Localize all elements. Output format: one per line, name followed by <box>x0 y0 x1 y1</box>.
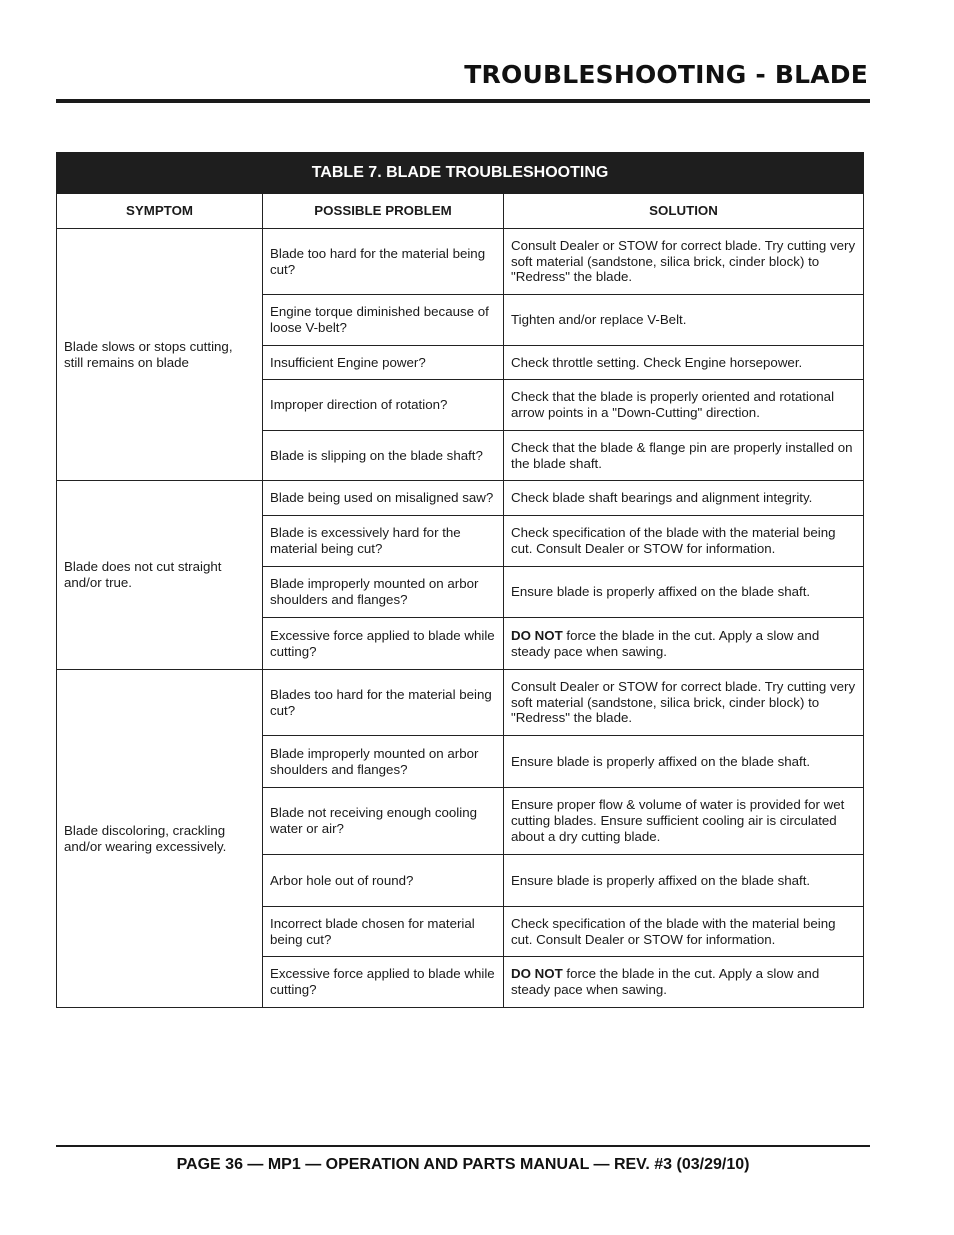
possible-problem-cell: Blade too hard for the material being cut? <box>263 229 504 295</box>
header-possible-problem: POSSIBLE PROBLEM <box>263 194 504 229</box>
solution-cell <box>504 516 864 567</box>
solution-cell <box>504 481 864 516</box>
solution-cell <box>504 907 864 957</box>
page-title: TROUBLESHOOTING - BLADE <box>464 60 868 89</box>
troubleshooting-table <box>56 152 864 1008</box>
possible-problem-cell: Insufficient Engine power? <box>263 346 504 380</box>
header-solution: SOLUTION <box>504 194 864 229</box>
possible-problem-cell: Blade is slipping on the blade shaft? <box>263 431 504 481</box>
solution-cell <box>504 346 864 380</box>
title-rule <box>56 99 870 103</box>
possible-problem-cell: Blade being used on misaligned saw? <box>263 481 504 516</box>
solution-text: Check that the blade & flange pin are properly installed on the blade shaft. <box>511 439 853 471</box>
solution-cell <box>504 229 864 295</box>
solution-text: Tighten and/or replace V-Belt. <box>511 312 687 328</box>
solution-cell <box>504 855 864 907</box>
solution-text: Ensure proper flow & volume of water is provided for wet cutting blades. Ensure sufficient cooling air is circulated about a dry cutting blade. <box>511 797 845 844</box>
solution-emphasis: DO NOT <box>511 627 563 643</box>
possible-problem-cell: Arbor hole out of round? <box>263 855 504 907</box>
solution-text: Consult Dealer or STOW for correct blade. Try cutting very soft material (sandstone, silica brick, cinder block) to "Redress" the blade. <box>511 678 856 726</box>
page-footer: PAGE 36 — MP1 — OPERATION AND PARTS MANUAL — REV. #3 (03/29/10) <box>176 1156 750 1173</box>
solution-text: Check blade shaft bearings and alignment integrity. <box>511 490 813 506</box>
solution-text: Check specification of the blade with the material being cut. Consult Dealer or STOW for information. <box>511 915 836 947</box>
header-symptom: SYMPTOM <box>57 194 263 229</box>
possible-problem-cell: Incorrect blade chosen for material being cut? <box>263 907 504 957</box>
solution-text: Ensure blade is properly affixed on the blade shaft. <box>511 753 811 769</box>
possible-problem-cell: Blade improperly mounted on arbor shoulders and flanges? <box>263 736 504 788</box>
solution-text: Check that the blade is properly oriented and rotational arrow points in a "Down-Cutting" direction. <box>511 389 835 420</box>
table-caption: TABLE 7. BLADE TROUBLESHOOTING <box>57 153 864 194</box>
possible-problem-cell: Excessive force applied to blade while cutting? <box>263 618 504 670</box>
symptom-cell: Blade slows or stops cutting, still remains on blade <box>57 229 263 481</box>
solution-cell <box>504 295 864 346</box>
symptom-cell: Blade discoloring, crackling and/or wearing excessively. <box>57 670 263 1008</box>
solution-cell <box>504 380 864 431</box>
possible-problem-cell: Blade is excessively hard for the material being cut? <box>263 516 504 567</box>
solution-cell <box>504 670 864 736</box>
solution-text: force the blade in the cut. Apply a slow and steady pace when sawing. <box>511 966 820 997</box>
possible-problem-cell: Excessive force applied to blade while cutting? <box>263 957 504 1008</box>
table-row <box>57 229 864 295</box>
solution-cell <box>504 431 864 481</box>
possible-problem-cell: Improper direction of rotation? <box>263 380 504 431</box>
table-body <box>57 229 864 1008</box>
solution-cell <box>504 736 864 788</box>
solution-text: Check throttle setting. Check Engine horsepower. <box>511 354 803 370</box>
table-row <box>57 481 864 516</box>
solution-text: Consult Dealer or STOW for correct blade. Try cutting very soft material (sandstone, silica brick, cinder block) to "Redress" the blade. <box>511 237 856 285</box>
symptom-cell: Blade does not cut straight and/or true. <box>57 481 263 670</box>
solution-cell <box>504 957 864 1008</box>
possible-problem-cell: Blade not receiving enough cooling water or air? <box>263 788 504 855</box>
possible-problem-cell: Engine torque diminished because of loose V-belt? <box>263 295 504 346</box>
solution-text: Ensure blade is properly affixed on the blade shaft. <box>511 584 811 600</box>
solution-text: Check specification of the blade with the material being cut. Consult Dealer or STOW for information. <box>511 525 836 556</box>
solution-cell <box>504 567 864 618</box>
footer-rule <box>56 1145 870 1147</box>
possible-problem-cell: Blades too hard for the material being cut? <box>263 670 504 736</box>
solution-text: force the blade in the cut. Apply a slow and steady pace when sawing. <box>511 627 820 659</box>
possible-problem-cell: Blade improperly mounted on arbor shoulders and flanges? <box>263 567 504 618</box>
solution-text: Ensure blade is properly affixed on the blade shaft. <box>511 872 811 888</box>
table-row <box>57 670 864 736</box>
solution-cell <box>504 788 864 855</box>
solution-emphasis: DO NOT <box>511 966 563 982</box>
solution-cell <box>504 618 864 670</box>
